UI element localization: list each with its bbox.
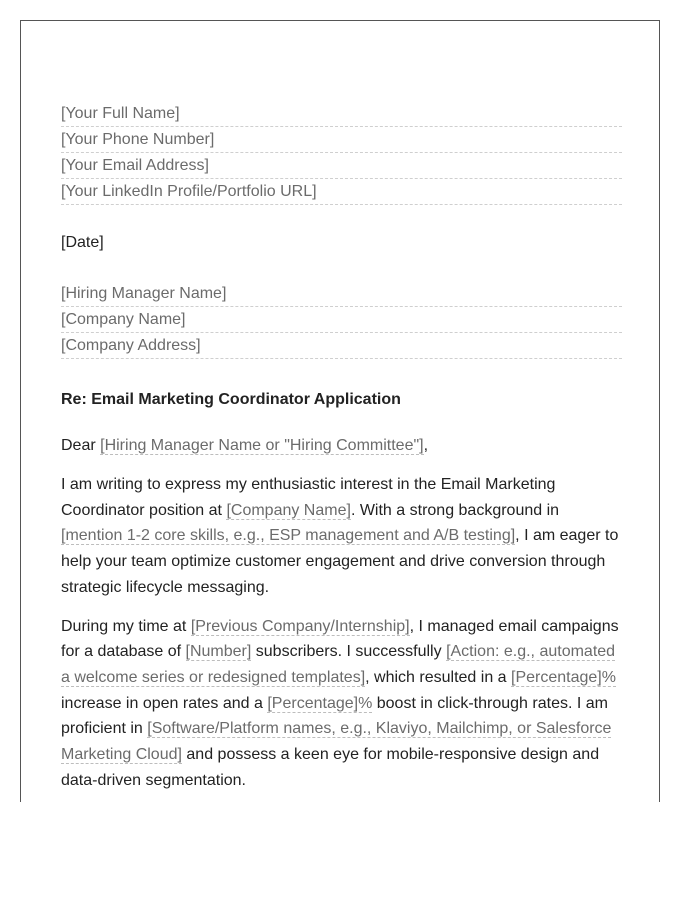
p1-text-3: , I am eager to help your team optimize customer engagement and drive conversion through strategic lifecycle messaging. (61, 527, 619, 596)
letter-content (61, 101, 622, 793)
p1-company-placeholder[interactable]: [Company Name] (226, 501, 351, 519)
p2-open-rate-placeholder[interactable]: [Percentage]% (511, 668, 616, 686)
sender-full-name[interactable]: [Your Full Name] (61, 101, 622, 127)
subject-line: Re: Email Marketing Coordinator Application (61, 391, 401, 408)
recipient-address[interactable]: [Company Address] (61, 333, 622, 359)
p1-text-2: . With a strong background in (350, 501, 560, 519)
sender-email[interactable]: [Your Email Address] (61, 153, 622, 179)
sender-linkedin[interactable]: [Your LinkedIn Profile/Portfolio URL] (61, 179, 622, 205)
p2-text-1: During my time at (61, 617, 191, 635)
p2-previous-company-placeholder[interactable]: [Previous Company/Internship] (190, 617, 410, 635)
p2-text-4: , which resulted in a (365, 668, 512, 686)
sender-phone[interactable]: [Your Phone Number] (61, 127, 622, 153)
p2-text-3: subscribers. I successfully (251, 643, 447, 661)
p2-text-5: increase in open rates and a (61, 694, 268, 712)
paragraph-2 (61, 614, 622, 794)
recipient-block (61, 281, 622, 359)
p1-text-1: I am writing to express my enthusiastic interest in the Email Marketing Coordinator position at (61, 476, 556, 519)
salutation-placeholder[interactable]: [Hiring Manager Name or "Hiring Committee"] (100, 437, 424, 454)
p2-text-6: boost in click-through rates. I am proficient in (61, 694, 608, 738)
paragraph-1 (61, 472, 622, 601)
letter-date: [Date] (61, 234, 104, 251)
sender-block (61, 101, 622, 205)
salutation-prefix: Dear (61, 437, 101, 454)
recipient-manager[interactable]: [Hiring Manager Name] (61, 281, 622, 307)
p2-number-placeholder[interactable]: [Number] (185, 643, 252, 661)
p2-action-placeholder[interactable]: [Action: e.g., automated a welcome series or redesigned templates] (61, 643, 616, 686)
salutation-suffix: , (423, 437, 429, 454)
p2-text-2: , I managed email campaigns for a database of (61, 617, 619, 661)
p2-software-placeholder[interactable]: [Software/Platform names, e.g., Klaviyo, Mailchimp, or Salesforce Marketing Cloud] (61, 720, 612, 764)
salutation (61, 433, 622, 459)
letter-page (20, 20, 660, 802)
p2-ctr-placeholder[interactable]: [Percentage]% (267, 694, 373, 712)
p2-text-7: and possess a keen eye for mobile-responsive design and data-driven segmentation. (61, 746, 600, 789)
p1-skills-placeholder[interactable]: [mention 1-2 core skills, e.g., ESP management and A/B testing] (61, 527, 516, 545)
recipient-company[interactable]: [Company Name] (61, 307, 622, 333)
